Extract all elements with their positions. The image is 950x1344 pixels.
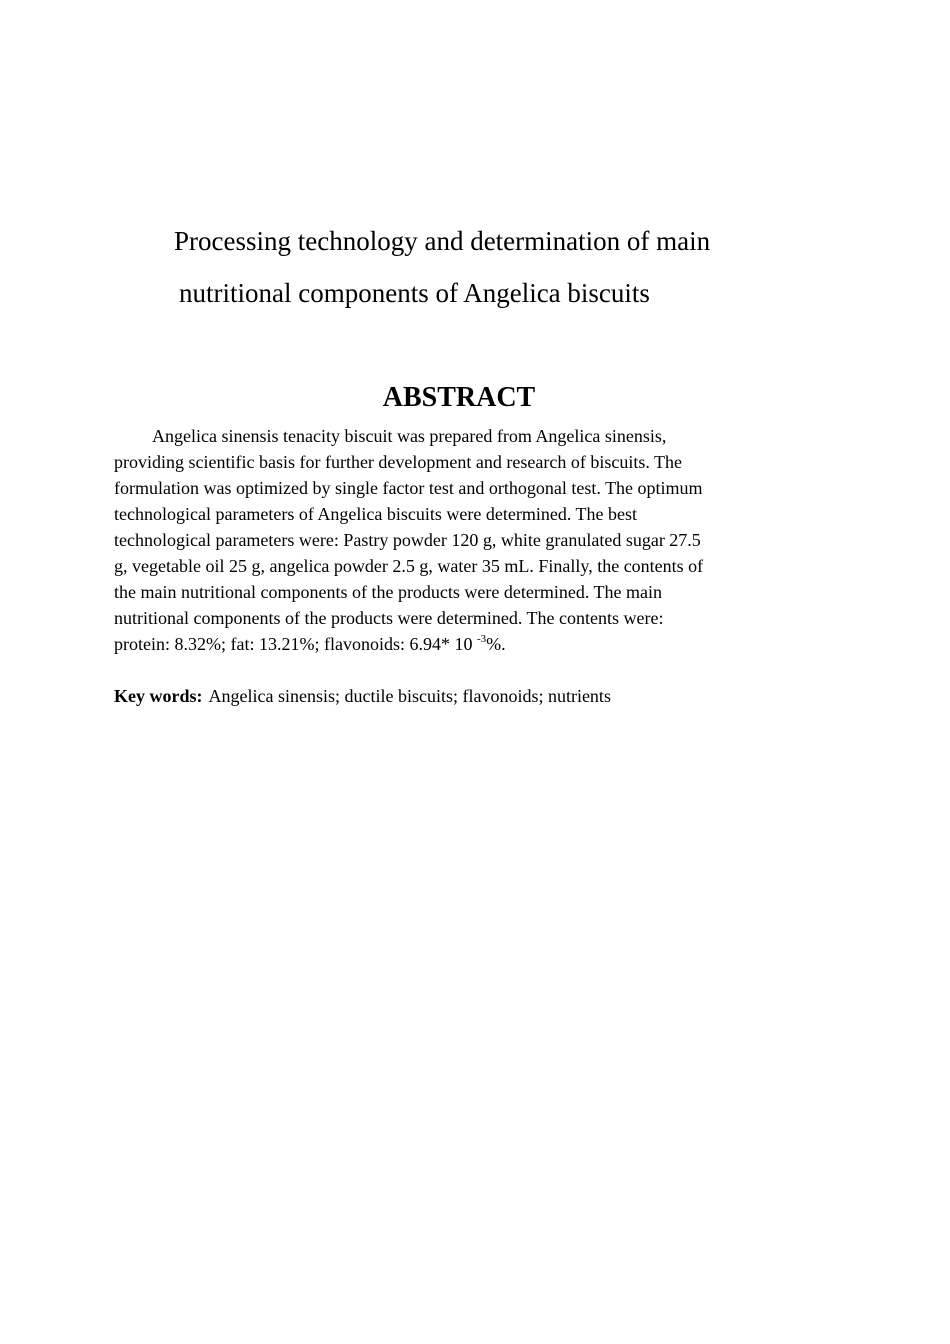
abstract-line: the main nutritional components of the products were determined. The main xyxy=(114,582,663,602)
paper-title-line-1: Processing technology and determination of main xyxy=(174,226,711,256)
abstract-line: Angelica sinensis tenacity biscuit was prepared from Angelica sinensis, xyxy=(152,426,667,446)
abstract-last-line-prefix: protein: 8.32%; fat: 13.21%; flavonoids: 6.94* 10 xyxy=(114,634,477,654)
exponent-superscript: -3 xyxy=(476,633,487,645)
abstract-line: technological parameters were: Pastry powder 120 g, white granulated sugar 27.5 xyxy=(114,530,701,550)
abstract-line: formulation was optimized by single factor test and orthogonal test. The optimum xyxy=(114,478,703,498)
keywords-text: Angelica sinensis; ductile biscuits; flavonoids; nutrients xyxy=(208,686,611,706)
keywords xyxy=(114,683,611,709)
abstract-body xyxy=(114,423,754,657)
paper-title-line-2: nutritional components of Angelica biscuits xyxy=(179,278,650,308)
abstract-line: providing scientific basis for further development and research of biscuits. The xyxy=(114,452,682,472)
abstract-heading: ABSTRACT xyxy=(382,382,536,413)
abstract-line: nutritional components of the products were determined. The contents were: xyxy=(114,608,664,628)
abstract-last-line-suffix: %. xyxy=(486,634,506,654)
abstract-last-line xyxy=(114,631,754,657)
abstract-line: technological parameters of Angelica biscuits were determined. The best xyxy=(114,504,637,524)
keywords-label: Key words: xyxy=(114,686,203,706)
abstract-line: g, vegetable oil 25 g, angelica powder 2.5 g, water 35 mL. Finally, the contents of xyxy=(114,556,704,576)
